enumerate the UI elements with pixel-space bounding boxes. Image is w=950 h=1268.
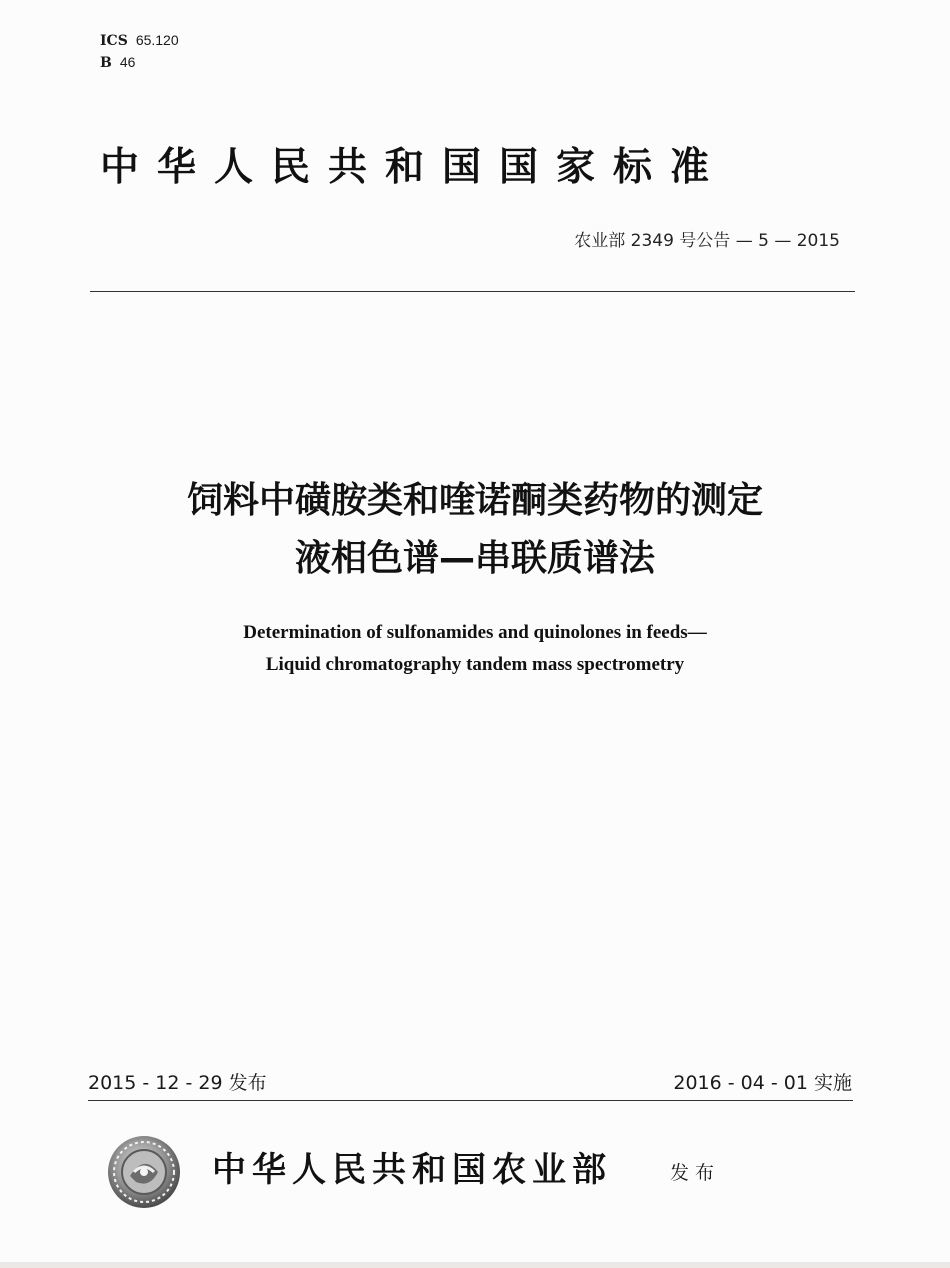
top-divider <box>90 291 855 292</box>
ccs-label: B <box>100 55 112 71</box>
chinese-title-line-2: 液相色谱—串联质谱法 <box>294 538 655 579</box>
ministry-emblem-icon <box>106 1134 182 1210</box>
standard-type-heading: 中华人民共和国国家标准 <box>100 144 728 190</box>
standard-number: 农业部 2349 号公告 — 5 — 2015 <box>574 231 840 251</box>
issue-date: 2015 - 12 - 29 发布 <box>88 1072 267 1094</box>
issuing-authority: 中华人民共和国农业部 <box>212 1150 612 1190</box>
ics-label: ICS <box>100 33 128 49</box>
english-title <box>0 617 950 681</box>
ics-row <box>100 30 179 52</box>
english-title-line-2: Liquid chromatography tandem mass spectrometry <box>265 654 685 675</box>
bottom-divider <box>88 1100 853 1101</box>
chinese-title-line-1: 饲料中磺胺类和喹诺酮类药物的测定 <box>186 480 763 521</box>
classification-codes <box>100 30 179 74</box>
ics-code: 65.120 <box>135 32 179 48</box>
scan-bottom-edge <box>0 1262 950 1268</box>
english-title-line-1: Determination of sulfonamides and quinolones in feeds— <box>243 622 707 643</box>
ccs-row <box>100 52 179 74</box>
ccs-code: 46 <box>119 54 136 70</box>
chinese-title <box>0 472 950 588</box>
publish-label: 发布 <box>670 1162 721 1184</box>
implementation-date: 2016 - 04 - 01 实施 <box>673 1072 852 1094</box>
